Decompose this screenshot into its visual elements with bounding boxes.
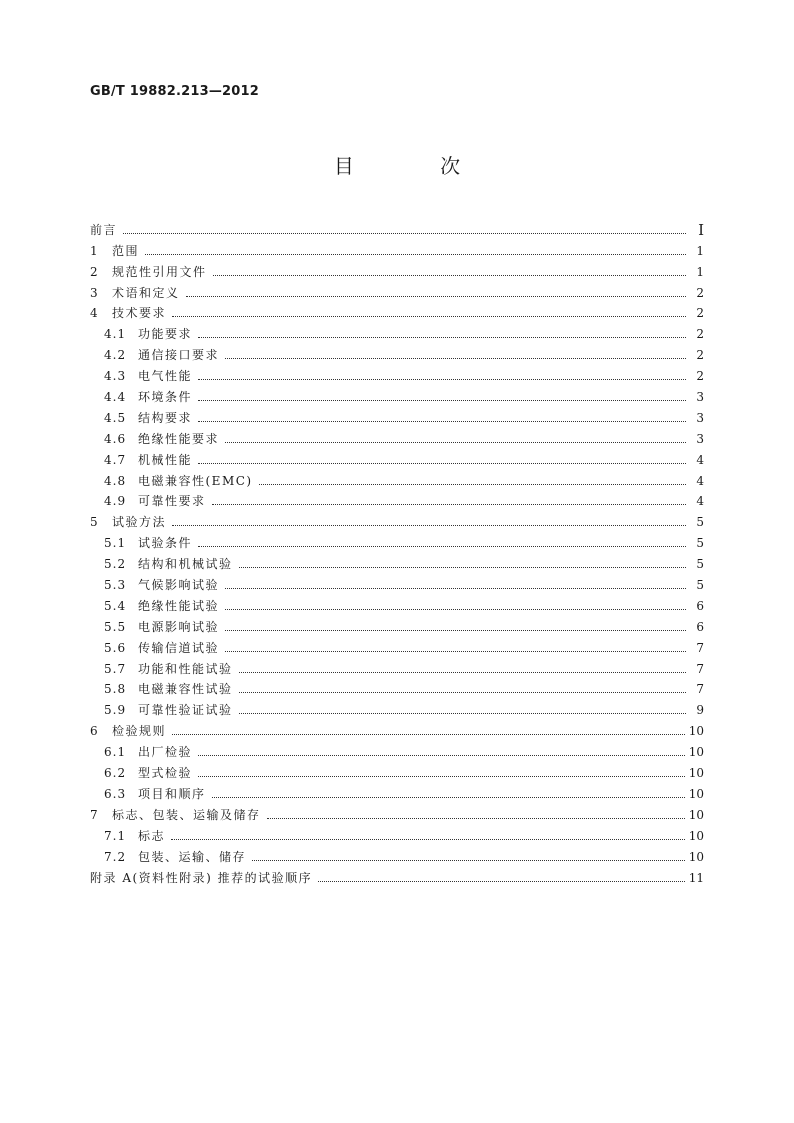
toc-entry-number: 4 xyxy=(90,306,98,321)
toc-entry-label: 试验条件 xyxy=(138,536,193,551)
toc-entry-page: 4 xyxy=(696,494,704,509)
toc-entry-label: 附录 A(资料性附录) 推荐的试验顺序 xyxy=(90,870,313,885)
toc-entry[interactable] xyxy=(90,676,704,697)
toc-entry-label: 包装、运输、储存 xyxy=(138,849,247,864)
toc-entry-page: 7 xyxy=(696,640,704,655)
toc-entry-number: 5.8 xyxy=(104,682,127,697)
toc-entry-label: 技术要求 xyxy=(112,306,167,321)
toc-entry-page: 4 xyxy=(696,452,704,467)
toc-entry-number: 6.2 xyxy=(104,766,127,781)
toc-entry-label: 范围 xyxy=(112,243,140,258)
standard-code: GB/T 19882.213—2012 xyxy=(90,84,260,99)
toc-entry[interactable] xyxy=(90,425,704,446)
toc-entry[interactable] xyxy=(90,488,704,509)
toc-entry-number: 5.2 xyxy=(104,557,127,572)
dot-leader xyxy=(213,274,686,276)
dot-leader xyxy=(267,817,685,819)
toc-entry-label: 检验规则 xyxy=(112,724,167,739)
toc-entry-label: 电源影响试验 xyxy=(138,619,220,634)
toc-entry-label: 可靠性要求 xyxy=(138,494,206,509)
dot-leader xyxy=(198,462,686,464)
toc-entry-label: 绝缘性能要求 xyxy=(138,431,220,446)
toc-entry-page: 7 xyxy=(696,661,704,676)
toc-entry[interactable] xyxy=(90,801,704,822)
toc-entry[interactable] xyxy=(90,508,704,529)
toc-entry-label: 型式检验 xyxy=(138,766,193,781)
toc-entry-number: 5.1 xyxy=(104,536,127,551)
toc-entry-number: 4.6 xyxy=(104,431,127,446)
dot-leader xyxy=(225,441,686,443)
toc-entry[interactable] xyxy=(90,759,704,780)
toc-entry-number: 1 xyxy=(90,243,98,258)
table-of-contents xyxy=(90,216,704,885)
dot-leader xyxy=(172,524,686,526)
toc-entry[interactable] xyxy=(90,467,704,488)
toc-entry-label: 机械性能 xyxy=(138,452,193,467)
toc-entry[interactable] xyxy=(90,446,704,467)
toc-entry-page: 10 xyxy=(688,786,704,801)
toc-entry-label: 绝缘性能试验 xyxy=(138,598,220,613)
toc-entry-number: 6.1 xyxy=(104,745,127,760)
dot-leader xyxy=(198,336,686,338)
toc-entry-label: 电气性能 xyxy=(138,369,193,384)
dot-leader xyxy=(239,671,686,673)
toc-entry-number: 4.3 xyxy=(104,369,127,384)
dot-leader xyxy=(198,399,686,401)
toc-entry-number: 4.9 xyxy=(104,494,127,509)
toc-entry-number: 5.5 xyxy=(104,619,127,634)
toc-entry-page: 2 xyxy=(696,306,704,321)
toc-entry[interactable] xyxy=(90,258,704,279)
toc-entry-page: 1 xyxy=(696,243,704,258)
toc-entry[interactable] xyxy=(90,696,704,717)
dot-leader xyxy=(225,650,686,652)
dot-leader xyxy=(212,796,685,798)
toc-entry-page: 2 xyxy=(696,285,704,300)
toc-entry[interactable] xyxy=(90,362,704,383)
dot-leader xyxy=(171,838,685,840)
toc-entry-label: 标志 xyxy=(138,828,166,843)
toc-entry-label: 前言 xyxy=(90,222,118,237)
toc-entry-page: 4 xyxy=(696,473,704,488)
dot-leader xyxy=(239,566,686,568)
dot-leader xyxy=(225,357,686,359)
toc-entry-page: 2 xyxy=(696,327,704,342)
toc-entry-label: 结构和机械试验 xyxy=(138,557,233,572)
toc-entry-label: 电磁兼容性(EMC) xyxy=(138,473,253,488)
toc-entry[interactable] xyxy=(90,592,704,613)
toc-entry-number: 5.6 xyxy=(104,640,127,655)
toc-entry-page: 10 xyxy=(688,766,704,781)
toc-entry-page: 6 xyxy=(696,598,704,613)
dot-leader xyxy=(198,545,686,547)
toc-entry[interactable] xyxy=(90,655,704,676)
toc-entry-number: 4.1 xyxy=(104,327,127,342)
toc-entry-label: 结构要求 xyxy=(138,410,193,425)
toc-entry-label: 气候影响试验 xyxy=(138,578,220,593)
toc-entry-number: 5.4 xyxy=(104,598,127,613)
toc-entry[interactable] xyxy=(90,634,704,655)
toc-entry-label: 出厂检验 xyxy=(138,745,193,760)
dot-leader xyxy=(172,733,685,735)
dot-leader xyxy=(198,775,685,777)
toc-entry-number: 6 xyxy=(90,724,98,739)
dot-leader xyxy=(225,629,686,631)
toc-entry-page: 11 xyxy=(688,870,704,885)
toc-entry-label: 项目和顺序 xyxy=(138,786,206,801)
toc-entry-page: 7 xyxy=(696,682,704,697)
toc-entry-number: 4.4 xyxy=(104,390,127,405)
toc-entry-number: 5.3 xyxy=(104,578,127,593)
toc-entry-page: 10 xyxy=(688,745,704,760)
toc-entry-page: Ⅰ xyxy=(698,220,704,239)
toc-entry-number: 4.5 xyxy=(104,410,127,425)
toc-entry-label: 电磁兼容性试验 xyxy=(138,682,233,697)
dot-leader xyxy=(318,880,685,882)
toc-entry-page: 3 xyxy=(696,431,704,446)
toc-entry-label: 功能要求 xyxy=(138,327,193,342)
toc-entry[interactable] xyxy=(90,279,704,300)
toc-entry-number: 7.1 xyxy=(104,828,127,843)
toc-entry-number: 5.7 xyxy=(104,661,127,676)
toc-entry-page: 9 xyxy=(696,703,704,718)
toc-entry-page: 6 xyxy=(696,619,704,634)
dot-leader xyxy=(259,483,686,485)
toc-entry[interactable] xyxy=(90,383,704,404)
toc-entry[interactable] xyxy=(90,822,704,843)
toc-entry-page: 2 xyxy=(696,369,704,384)
toc-entry[interactable] xyxy=(90,613,704,634)
toc-entry-number: 4.7 xyxy=(104,452,127,467)
toc-entry-label: 功能和性能试验 xyxy=(138,661,233,676)
toc-entry-number: 5 xyxy=(90,515,98,530)
toc-entry-label: 通信接口要求 xyxy=(138,348,220,363)
toc-entry-page: 10 xyxy=(688,828,704,843)
dot-leader xyxy=(252,859,685,861)
toc-entry-label: 传输信道试验 xyxy=(138,640,220,655)
toc-entry-page: 5 xyxy=(696,515,704,530)
toc-entry-page: 5 xyxy=(696,578,704,593)
dot-leader xyxy=(172,315,686,317)
toc-entry-page: 10 xyxy=(688,807,704,822)
toc-entry-page: 3 xyxy=(696,390,704,405)
dot-leader xyxy=(123,232,686,234)
dot-leader xyxy=(212,503,686,505)
dot-leader xyxy=(225,587,686,589)
toc-entry[interactable] xyxy=(90,216,704,237)
toc-entry-page: 3 xyxy=(696,410,704,425)
toc-entry-number: 2 xyxy=(90,264,98,279)
toc-entry[interactable] xyxy=(90,341,704,362)
toc-entry-number: 7 xyxy=(90,807,98,822)
toc-entry[interactable] xyxy=(90,404,704,425)
toc-entry-number: 6.3 xyxy=(104,786,127,801)
toc-entry[interactable] xyxy=(90,717,704,738)
dot-leader xyxy=(239,712,686,714)
toc-entry-page: 1 xyxy=(696,264,704,279)
toc-entry-label: 环境条件 xyxy=(138,390,193,405)
toc-entry-number: 4.8 xyxy=(104,473,127,488)
dot-leader xyxy=(225,608,686,610)
toc-entry-page: 10 xyxy=(688,724,704,739)
toc-entry-number: 3 xyxy=(90,285,98,300)
toc-entry[interactable] xyxy=(90,738,704,759)
toc-entry[interactable] xyxy=(90,864,704,885)
toc-entry[interactable] xyxy=(90,780,704,801)
page-title: 目 次 xyxy=(333,154,501,178)
toc-entry-number: 5.9 xyxy=(104,703,127,718)
toc-entry-label: 术语和定义 xyxy=(112,285,180,300)
toc-entry[interactable] xyxy=(90,529,704,550)
toc-entry-number: 7.2 xyxy=(104,849,127,864)
toc-entry-page: 5 xyxy=(696,557,704,572)
toc-entry-label: 标志、包装、运输及储存 xyxy=(112,807,261,822)
toc-entry-label: 可靠性验证试验 xyxy=(138,703,233,718)
toc-entry-label: 规范性引用文件 xyxy=(112,264,207,279)
toc-entry-label: 试验方法 xyxy=(112,515,167,530)
toc-entry[interactable] xyxy=(90,571,704,592)
toc-entry-page: 2 xyxy=(696,348,704,363)
dot-leader xyxy=(198,754,685,756)
toc-entry-number: 4.2 xyxy=(104,348,127,363)
toc-entry[interactable] xyxy=(90,320,704,341)
dot-leader xyxy=(198,378,686,380)
dot-leader xyxy=(198,420,686,422)
dot-leader xyxy=(186,295,686,297)
dot-leader xyxy=(145,253,686,255)
toc-entry[interactable] xyxy=(90,550,704,571)
toc-entry[interactable] xyxy=(90,237,704,258)
toc-entry-page: 5 xyxy=(696,536,704,551)
dot-leader xyxy=(239,691,686,693)
toc-entry-page: 10 xyxy=(688,849,704,864)
toc-entry[interactable] xyxy=(90,843,704,864)
toc-entry[interactable] xyxy=(90,300,704,321)
